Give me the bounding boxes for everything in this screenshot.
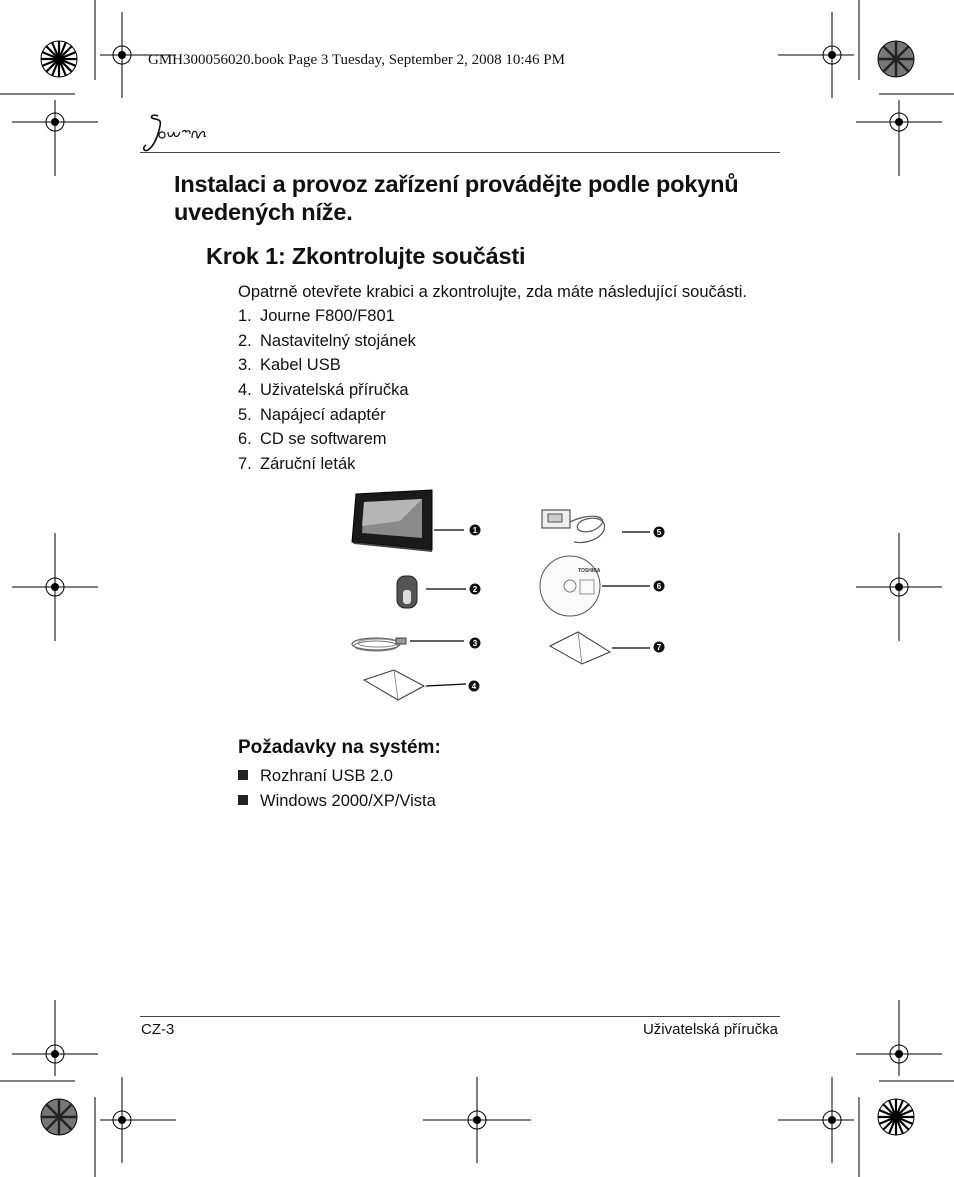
callout-number: 3 — [472, 639, 478, 648]
item-label: Nastavitelný stojánek — [260, 331, 416, 350]
item-label: Journe F800/F801 — [260, 307, 395, 325]
item-label: CD se softwarem — [260, 430, 387, 449]
requirements-heading: Požadavky na systém: — [238, 737, 441, 758]
crosshair-right-upper — [856, 100, 942, 176]
item-label: Záruční leták — [260, 455, 356, 474]
callout-number: 1 — [472, 526, 478, 535]
crosshair-left-upper — [12, 100, 98, 176]
requirement-label: Rozhraní USB 2.0 — [260, 767, 393, 785]
crosshair-right-lower — [856, 1000, 942, 1076]
print-header: GMH300056020.book Page 3 Tuesday, September 2, 2008 10:46 PM — [148, 52, 565, 68]
item-number: 2. — [238, 331, 252, 350]
starburst-bottom-right — [878, 1099, 914, 1135]
callout-number: 5 — [656, 528, 662, 537]
item-number: 4. — [238, 381, 252, 400]
crosshair-left-lower — [12, 1000, 98, 1076]
starburst-top-left — [41, 41, 77, 77]
step-heading: Krok 1: Zkontrolujte součásti — [206, 243, 526, 269]
callout-number: 6 — [656, 582, 662, 591]
page-number: CZ-3 — [141, 1021, 175, 1038]
item-number: 6. — [238, 430, 252, 449]
item-number: 3. — [238, 356, 252, 375]
cd-label: TOSHIBA — [578, 568, 601, 574]
item-number: 7. — [238, 455, 252, 474]
starburst-bottom-left — [41, 1099, 77, 1135]
crosshair-bottom-right — [778, 1077, 854, 1163]
item-number: 5. — [238, 405, 252, 424]
callout-number: 2 — [472, 585, 478, 594]
footer-title: Uživatelská příručka — [642, 1021, 778, 1038]
item-label: Uživatelská příručka — [260, 381, 409, 400]
crosshair-bottom-left — [100, 1077, 176, 1163]
starburst-top-right — [878, 41, 914, 77]
crosshair-top-right — [778, 12, 854, 98]
item-label: Napájecí adaptér — [260, 405, 386, 424]
crosshair-top-left — [100, 12, 176, 98]
callout-number: 7 — [656, 643, 662, 652]
item-label: Kabel USB — [260, 356, 341, 375]
callout-number: 4 — [471, 682, 477, 691]
intro-text: Opatrně otevřete krabici a zkontrolujte, zda máte následující součásti. — [238, 283, 748, 301]
requirement-label: Windows 2000/XP/Vista — [260, 792, 436, 810]
item-number: 1. — [238, 307, 252, 325]
main-heading: Instalaci a provoz zařízení provádějte podle pokynů uvedených níže. — [174, 171, 739, 225]
